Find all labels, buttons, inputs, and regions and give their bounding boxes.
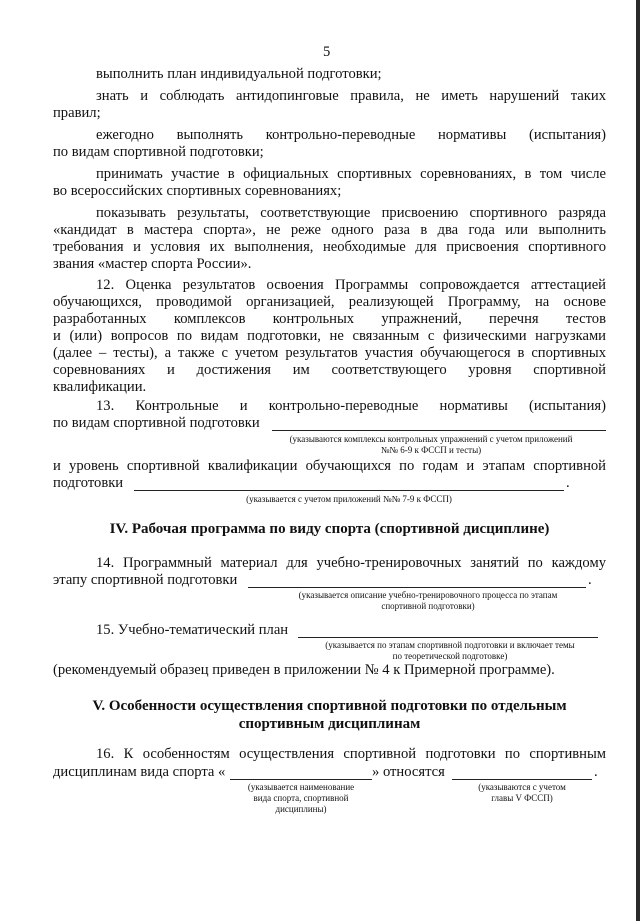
- paragraph-16-line: дисциплинам вида спорта «: [53, 764, 226, 780]
- requirement-item-cont: «кандидат в мастера спорта», не реже одного раза в два года или выполнить: [53, 222, 606, 238]
- paragraph-12-line: и (или) вопросов по видам подготовки, не связанным с физическими нагрузками: [53, 328, 606, 344]
- section-heading: IV. Рабочая программа по виду спорта (спортивной дисциплине): [109, 521, 550, 537]
- blank-caption: (указывается по этапам спортивной подготовки и включает темы: [325, 640, 575, 650]
- blank-caption: спортивной подготовки): [381, 601, 475, 611]
- paragraph-12-line: разработанных комплексов контрольных упражнений, перечня тестов: [53, 311, 606, 327]
- period: .: [588, 572, 592, 588]
- requirement-item: принимать участие в официальных спортивных соревнованиях, в том числе: [96, 166, 606, 182]
- blank-caption: №№ 6-9 к ФССП и тесты): [380, 445, 482, 455]
- paragraph-16-line: » относятся: [372, 764, 445, 780]
- paragraph-14: 14. Программный материал для учебно-тренировочных занятий по каждому: [96, 555, 606, 571]
- paragraph-14-line: этапу спортивной подготовки: [53, 572, 238, 588]
- blank-caption: (указываются комплексы контрольных упражнений с учетом приложений: [289, 434, 573, 444]
- requirement-item: знать и соблюдать антидопинговые правила, не иметь нарушений таких: [96, 88, 606, 104]
- requirement-item-cont: по видам спортивной подготовки;: [53, 144, 264, 160]
- paragraph-12: 12. Оценка результатов освоения Программы сопровождается аттестацией: [96, 277, 606, 293]
- fill-in-blank: [272, 430, 606, 431]
- fill-in-blank: [298, 637, 598, 638]
- paragraph-13-line: и уровень спортивной квалификации обучающихся по годам и этапам спортивной: [53, 458, 606, 474]
- paragraph-15: 15. Учебно-тематический план: [96, 622, 289, 638]
- blank-caption: дисциплины): [275, 804, 327, 814]
- period: .: [594, 764, 598, 780]
- requirement-item: ежегодно выполнять контрольно-переводные нормативы (испытания): [96, 127, 606, 143]
- period: .: [566, 475, 570, 491]
- paragraph-12-line: квалификации.: [53, 379, 147, 395]
- requirement-item: выполнить план индивидуальной подготовки;: [96, 66, 382, 82]
- paragraph-12-line: (далее – тесты), а также с учетом результатов участия обучающегося в спортивных: [53, 345, 606, 361]
- section-heading: V. Особенности осуществления спортивной подготовки по отдельным: [92, 698, 567, 714]
- blank-caption: (указываются с учетом: [478, 782, 566, 792]
- paragraph-12-line: обучающихся, проводимой организацией, реализующей Программу, на основе: [53, 294, 606, 310]
- page-number: 5: [323, 44, 331, 60]
- fill-in-blank: [230, 779, 372, 780]
- blank-caption: по теоретической подготовке): [392, 651, 508, 661]
- requirement-item-cont: правил;: [53, 105, 101, 121]
- paragraph-12-line: соревнованиях и достижения им соответствующего уровня спортивной: [53, 362, 606, 378]
- paragraph-16: 16. К особенностям осуществления спортивной подготовки по спортивным: [96, 746, 606, 762]
- blank-caption: вида спорта, спортивной: [253, 793, 349, 803]
- requirement-item-cont: звания «мастер спорта России».: [53, 256, 252, 272]
- section-heading: спортивным дисциплинам: [238, 716, 421, 732]
- requirement-item: показывать результаты, соответствующие присвоению спортивного разряда: [96, 205, 606, 221]
- blank-caption: (указывается наименование: [247, 782, 355, 792]
- fill-in-blank: [452, 779, 592, 780]
- paragraph-13: 13. Контрольные и контрольно-переводные нормативы (испытания): [96, 398, 606, 414]
- requirement-item-cont: во всероссийских спортивных соревнованиях;: [53, 183, 342, 199]
- scan-edge-shadow: [636, 0, 640, 921]
- fill-in-blank: [248, 587, 586, 588]
- paragraph-15-line: (рекомендуемый образец приведен в приложении № 4 к Примерной программе).: [53, 662, 555, 678]
- paragraph-13-line: подготовки: [53, 475, 124, 491]
- blank-caption: (указывается описание учебно-тренировочного процесса по этапам: [298, 590, 558, 600]
- paragraph-13-line: по видам спортивной подготовки: [53, 415, 260, 431]
- blank-caption: (указывается с учетом приложений №№ 7-9 к ФССП): [246, 494, 452, 504]
- fill-in-blank: [134, 490, 564, 491]
- requirement-item-cont: требования и условия их выполнения, необходимые для присвоения спортивного: [53, 239, 606, 255]
- blank-caption: главы V ФССП): [491, 793, 553, 803]
